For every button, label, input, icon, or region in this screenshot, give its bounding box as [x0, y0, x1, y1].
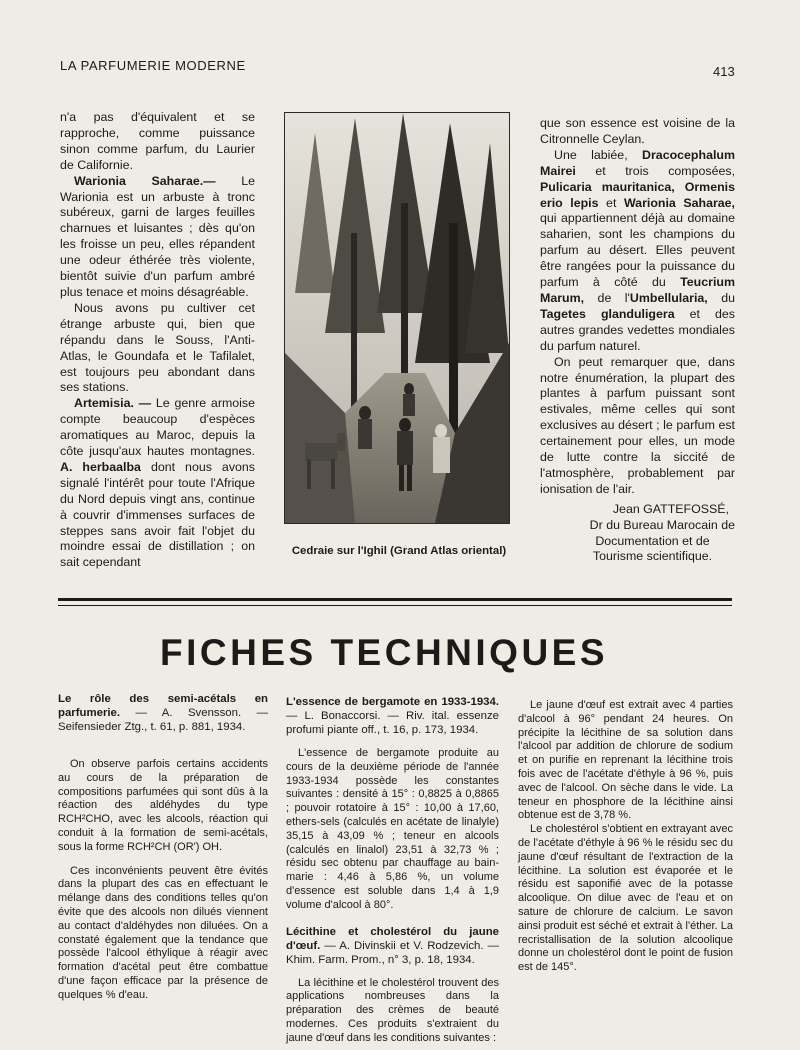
page-number: 413	[713, 64, 735, 79]
fiche-column-2	[286, 695, 499, 1046]
signature-name: Jean GATTEFOSSÉ,	[612, 501, 729, 516]
article-column-right	[540, 116, 735, 565]
species-term: Teucrium Marum,	[540, 275, 735, 305]
section-title: FICHES TECHNIQUES	[160, 632, 609, 673]
fiche-reference: — L. Bonaccorsi. — Riv. ital. essenze profumi piante off., t. 16, p. 173, 1934.	[286, 710, 499, 736]
species-term: Dracocephalum Mairei	[540, 147, 735, 178]
paragraph: Ces inconvénients peuvent être évités dans la plupart des cas en effectuant le mélange dans des conditions telles qu'on évite que des alcools non dilués viennent au contact d'aldéhydes non diluées. On a constaté également que la tendance que possède l'alcool éthylique à réagir avec formation d'acétal peut être combattue d'une façon efficace par la présence de quelques % d'eau.	[58, 864, 268, 1001]
paragraph: que son essence est voisine de la Citronnelle Ceylan.	[540, 116, 735, 146]
species-term: Umbellularia,	[629, 290, 708, 305]
species-term: Warionia Saharae.—	[74, 173, 216, 188]
paragraph: On observe parfois certains accidents au cours de la préparation de compositions parfumées qui sont dûs à la réaction des aldéhydes du type RCH²CHO, avec les alcools, réaction qui conduit à la formation de semi-acétals, sous la forme RCH²CH (OR') OH.	[58, 758, 268, 853]
fiche-heading: Le rôle des semi-acétals en parfumerie. — A. Svensson. — Seifensieder Ztg., t. 61, p. 881, 1934.	[58, 693, 268, 733]
paragraph-artemisia: Artemisia. — Le genre armoise compte beaucoup d'espèces aromatiques au Maroc, depuis la côte jusqu'aux hautes montagnes. A. herbaalba dont nous avons signalé l'intérêt pour toute l'Afrique du Nord depuis vingt ans, continue à couvrir d'immenses surfaces de steppes sans avoir fait l'objet du moindre essai de distillation ; on sait cependant	[60, 396, 255, 570]
paragraph-species: Une labiée, Dracocephalum Mairei et trois composées, Pulicaria mauritanica, Ormenis erio lepis et Warionia Saharae, qui appartiennent déjà au domaine saharien, sont les champions du parfum au désert. Elles peuvent être rangées pour la puissance du parfum à côté du Teucrium Marum, de l'Umbellularia, du Tagetes glanduligera et des autres grandes vedettes mondiales du parfum naturel.	[540, 147, 736, 353]
species-term: A. herbaalba	[60, 459, 141, 474]
paragraph: n'a pas d'équivalent et se rapproche, comme puissance sinon comme parfum, du Laurier de Californie.	[60, 110, 255, 172]
fiche-heading: Lécithine et cholestérol du jaune d'œuf. — A. Divinskii et V. Rodzevich. — Khim. Farm. Prom., n° 3, p. 18, 1934.	[286, 925, 499, 966]
fiche-reference: — A. Svensson. — Seifensieder Ztg., t. 61, p. 881, 1934.	[58, 707, 268, 733]
paragraph: Le cholestérol s'obtient en extrayant avec de l'acétate d'éthyle à 96 % le résidu sec du jaune d'œuf résultant de l'extraction de la lécithine. La solution est évaporée et le résidu est saponifié avec de la potasse alcoolique. On dilue avec de l'eau et on sature de chlorure de calcium. Le savon ainsi produit est séché et extrait à l'éther. La recristallisation de la solution alcoolique donne un cholestérol dont le point de fusion est de 145°.	[518, 823, 733, 974]
paragraph: Le jaune d'œuf est extrait avec 4 parties d'alcool à 96° pendant 24 heures. On précipite la lécithine de sa solution dans l'alcool par addition de chlorure de sodium et on purifie en reprenant la lécithine trois fois avec de l'acétate d'éthyle à 96 %, puis avec de l'alcool. On sèche dans le vide. La teneur en phosphore de la lécithine ainsi obtenue est de 3,78 %.	[518, 699, 733, 822]
paragraph: L'essence de bergamote produite au cours de la deuxième période de l'année 1933-1934 possède les constantes suivantes : densité à 15° : 0,8825 à 0,8865 ; pouvoir rotatoire à 15° : 10,00 à 17,60, ethers-sels (calculés en acétate de linalyle) 35,15 à 43,09 % ; teneur en alcools (calculés en linalol) 23,51 à 32,73 % ; résidu sec obtenu par chauffage au bain-marie : 4,46 à 5,86 %, un volume d'essence est soluble dans 1,4 à 1,9 volume d'alcool à 80°.	[286, 747, 499, 911]
species-term: Artemisia. —	[74, 396, 152, 411]
paragraph: On peut remarquer que, dans notre énumération, la plupart des plantes à parfum puissant sont estivales, même celles qui sont exclusives au désert ; le parfum est certainement pour elles, un mode de lutte contre la siccité de l'atmosphère, probablement par ionisation de l'air.	[540, 354, 735, 496]
fiche-column-1	[58, 692, 268, 1003]
fiche-reference: — A. Divinskii et V. Rodzevich. — Khim. Farm. Prom., n° 3, p. 18, 1934.	[286, 939, 499, 966]
species-term: Pulicaria mauritanica, Ormenis erio lepis	[540, 179, 735, 210]
signature-line: Dr du Bureau Marocain de	[589, 517, 735, 532]
species-term: Tagetes glanduligera	[540, 306, 675, 321]
signature-line: Documentation et de	[595, 533, 710, 548]
species-term: Warionia Saharae,	[623, 195, 736, 210]
forest-photo	[284, 112, 510, 524]
section-rule	[58, 598, 732, 601]
running-head: LA PARFUMERIE MODERNE	[60, 58, 246, 73]
photo-caption: Cedraie sur l'Ighil (Grand Atlas oriental)	[291, 545, 507, 557]
paragraph-warionia: Warionia Saharae.— Le Warionia est un arbuste à tronc subéreux, garni de larges feuilles charnues et luisantes ; dès qu'on les froisse un peu, elles répandent une odeur éthérée très violente, bientôt suivie d'un parfum ambré plus tenace et moins désagréable.	[60, 173, 255, 299]
signature-line: Tourisme scientifique.	[592, 549, 713, 564]
section-rule	[58, 605, 732, 606]
paragraph: Nous avons pu cultiver cet étrange arbuste qui, bien que répandu dans le Souss, l'Anti-Atlas, le Goundafa et le Tafilalet, est toujours peu abondant dans ses stations.	[60, 300, 255, 395]
article-column-left	[60, 110, 255, 571]
paragraph: La lécithine et le cholestérol trouvent des applications nombreuses dans la préparation des crèmes de beauté modernes. Ces produits s'extraient du jaune d'œuf dans les conditions suivantes :	[286, 976, 499, 1044]
fiche-heading: L'essence de bergamote en 1933-1934. — L. Bonaccorsi. — Riv. ital. essenze profumi piante off., t. 16, p. 173, 1934.	[286, 696, 499, 736]
fiche-column-3	[518, 699, 733, 975]
